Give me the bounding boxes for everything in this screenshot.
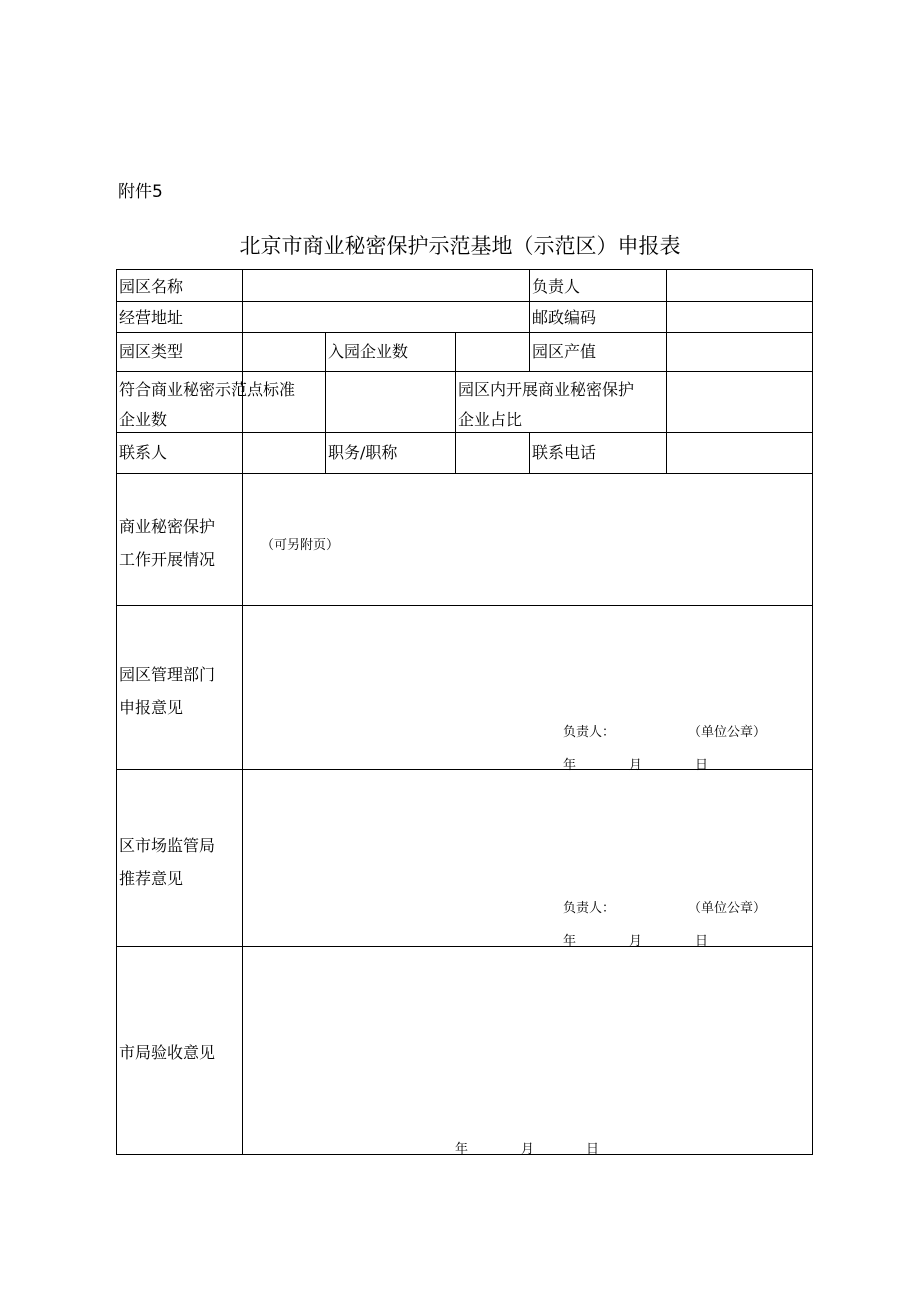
park-name-label: 园区名称 bbox=[119, 277, 184, 296]
city-acceptance-field[interactable] bbox=[243, 947, 812, 1157]
mgmt-day-label: 日 bbox=[695, 758, 709, 773]
phone-field[interactable] bbox=[667, 433, 812, 473]
park-output-field[interactable] bbox=[667, 333, 812, 371]
page-title: 北京市商业秘密保护示范基地（示范区）申报表 bbox=[239, 234, 681, 258]
mgmt-seal-label: （单位公章） bbox=[688, 725, 767, 740]
district-recommendation-label-line2: 推荐意见 bbox=[119, 869, 184, 888]
park-type-label: 园区类型 bbox=[119, 342, 184, 361]
attach-page-note: （可另附页） bbox=[261, 538, 340, 553]
mgmt-month-label: 月 bbox=[629, 758, 643, 773]
park-management-opinion-field[interactable] bbox=[243, 606, 812, 773]
district-recommendation-label-line1: 区市场监管局 bbox=[119, 836, 216, 855]
district-person-label: 负责人： bbox=[563, 901, 616, 916]
work-situation-field[interactable] bbox=[243, 474, 812, 605]
district-seal-label: （单位公章） bbox=[688, 901, 767, 916]
person-in-charge-label: 负责人 bbox=[532, 277, 581, 296]
position-label: 职务/职称 bbox=[328, 443, 398, 462]
phone-label: 联系电话 bbox=[532, 443, 597, 462]
mgmt-person-label: 负责人： bbox=[563, 725, 616, 740]
park-management-label bbox=[119, 658, 215, 724]
contact-field[interactable] bbox=[243, 433, 325, 473]
protection-ratio-label-line1: 园区内开展商业秘密保护 bbox=[458, 380, 635, 399]
work-situation-label-line1: 商业秘密保护 bbox=[119, 517, 216, 536]
person-in-charge-field[interactable] bbox=[667, 270, 812, 301]
mgmt-year-label: 年 bbox=[563, 758, 577, 773]
work-situation-label bbox=[119, 510, 215, 576]
park-management-label-line1: 园区管理部门 bbox=[119, 665, 216, 684]
position-field[interactable] bbox=[456, 433, 529, 473]
protection-ratio-field[interactable] bbox=[667, 372, 812, 432]
city-acceptance-label: 市局验收意见 bbox=[119, 1043, 216, 1062]
city-day-label: 日 bbox=[586, 1142, 600, 1157]
district-month-label: 月 bbox=[629, 934, 643, 949]
work-situation-label-line2: 工作开展情况 bbox=[119, 550, 216, 569]
protection-ratio-label-line2: 企业占比 bbox=[458, 410, 523, 429]
enterprise-count-label: 入园企业数 bbox=[328, 342, 409, 361]
attachment-label: 附件5 bbox=[118, 182, 163, 202]
city-month-label: 月 bbox=[521, 1142, 535, 1157]
qualified-enterprises-label bbox=[119, 375, 295, 435]
qualified-enterprises-field[interactable] bbox=[326, 372, 455, 432]
postal-code-label: 邮政编码 bbox=[532, 308, 597, 327]
city-year-label: 年 bbox=[455, 1142, 469, 1157]
park-name-field[interactable] bbox=[243, 270, 529, 301]
park-management-label-line2: 申报意见 bbox=[119, 698, 184, 717]
park-output-label: 园区产值 bbox=[532, 342, 597, 361]
protection-ratio-label bbox=[458, 375, 634, 435]
district-day-label: 日 bbox=[695, 934, 709, 949]
district-recommendation-field[interactable] bbox=[243, 770, 812, 949]
district-recommendation-label bbox=[119, 829, 215, 895]
contact-label: 联系人 bbox=[119, 443, 168, 462]
qualified-enterprises-label-line1: 符合商业秘密示范点标准 bbox=[119, 380, 296, 399]
address-field[interactable] bbox=[243, 302, 529, 332]
qualified-enterprises-label-line2: 企业数 bbox=[119, 410, 168, 429]
enterprise-count-field[interactable] bbox=[456, 333, 529, 371]
park-type-field[interactable] bbox=[243, 333, 325, 371]
district-year-label: 年 bbox=[563, 934, 577, 949]
address-label: 经营地址 bbox=[119, 308, 184, 327]
postal-code-field[interactable] bbox=[667, 302, 812, 332]
